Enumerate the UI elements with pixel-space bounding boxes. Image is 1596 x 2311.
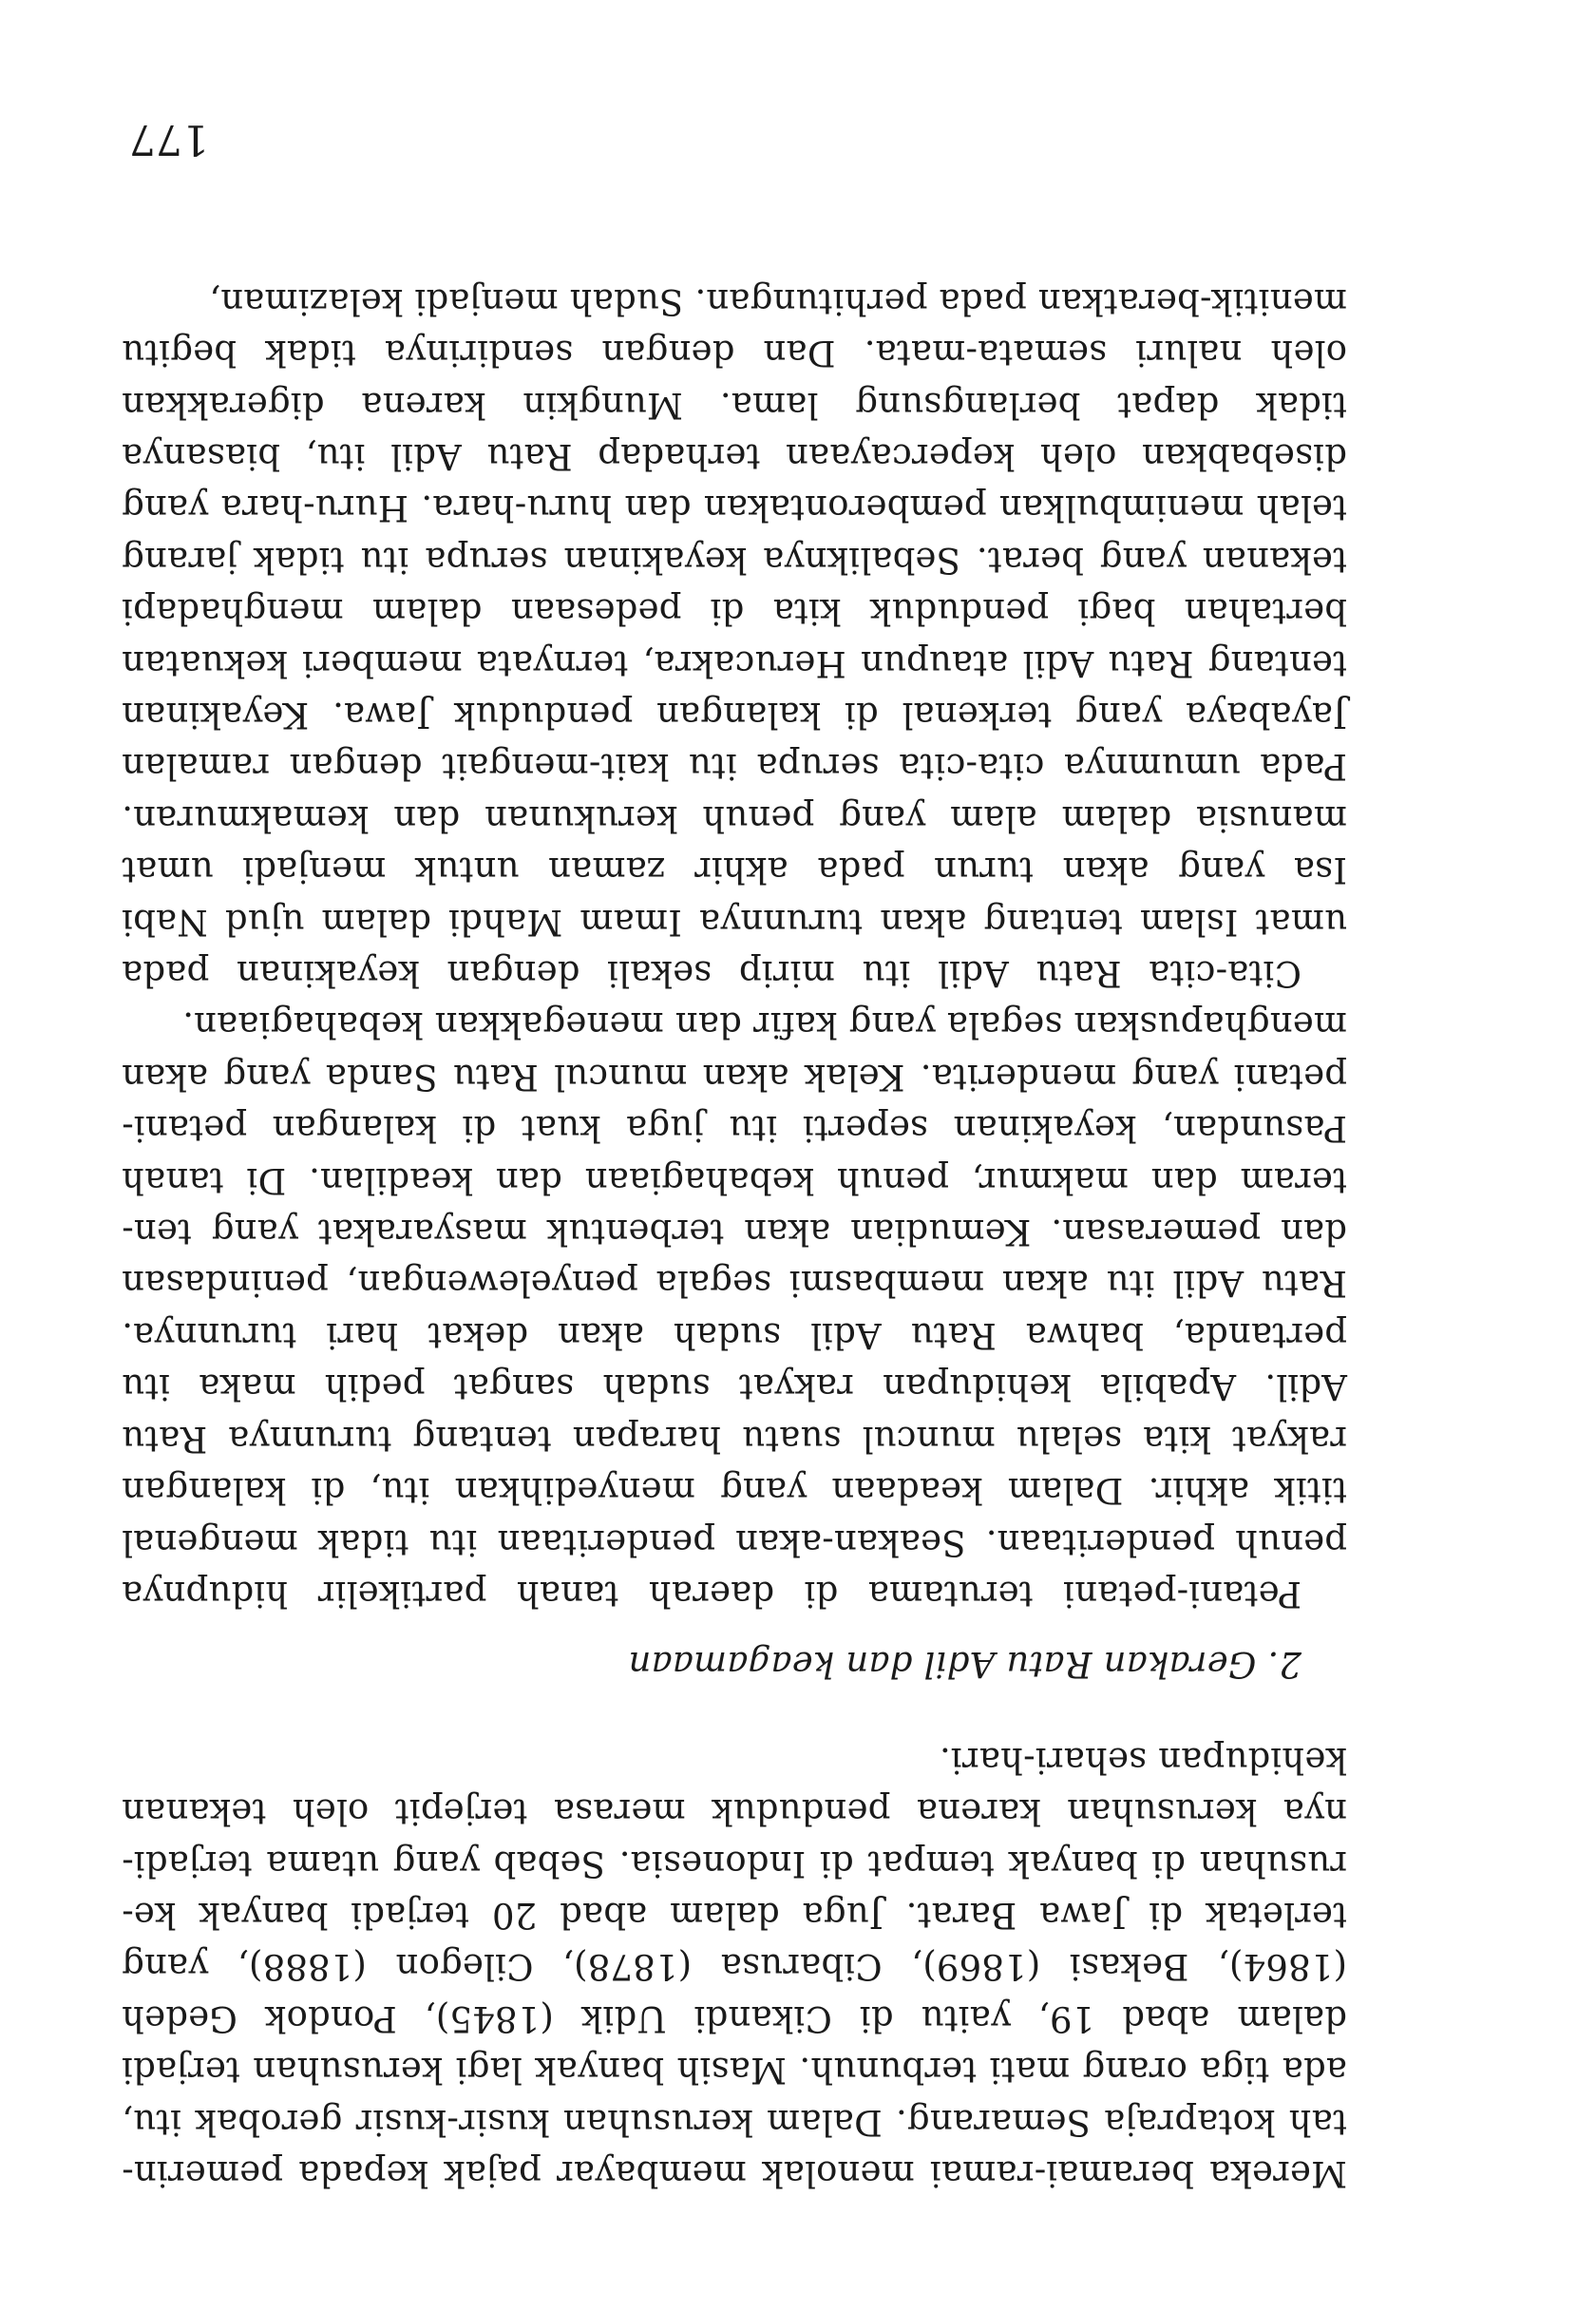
text-line: dan pemerasan. Kemudian akan terbentuk masyarakat yang ten- (122, 1212, 1347, 1253)
text-line: kehidupan sehari-hari. (939, 1739, 1347, 1781)
text-line: disebabkan oleh kepercayaan terhadap Ratu Adil itu, biasanya (122, 436, 1347, 477)
text-line: Mereka beramai-ramai menolak membayar pajak kepada pemerin- (122, 2153, 1347, 2194)
text-line: pertanda, bahwa Ratu Adil sudah akan dekat hari turunnya. (122, 1314, 1347, 1356)
text-line: tentang Ratu Adil ataupun Herucakra, ternyata memberi kekuatan (122, 642, 1347, 684)
paragraph-2 (122, 999, 1347, 1619)
text-line: petani yang menderita. Kelak akan muncul Ratu Sanda yang akan (122, 1056, 1347, 1098)
page-number: 177 (129, 115, 209, 163)
text-line: menghapuskan segala yang kafir dan menegakkan kebahagiaan. (182, 1004, 1347, 1046)
text-line: ada tiga orang mati terbunuh. Masih banyak lagi kerusuhan terjadi (122, 2050, 1347, 2091)
text-line: Adil. Apabila kehidupan rakyat sudah sangat pedih maka itu (122, 1366, 1347, 1408)
section-heading: 2. Gerakan Ratu Adil dan keagamaan (628, 1644, 1302, 1686)
text-line: teram dan makmur, penuh kebahagiaan dan keadilan. Di tanah (122, 1159, 1347, 1201)
text-line: Cita-cita Ratu Adil itu mirip sekali dengan keyakinan pada (122, 953, 1302, 995)
text-line: menitik-beratkan pada perhitungan. Sudah menjadi kelaziman, (209, 280, 1347, 322)
text-line: Pada umumnya cita-cita serupa itu kait-mengait dengan ramalan (122, 746, 1347, 788)
paragraph-1 (122, 1733, 1347, 2199)
page-body (122, 275, 1347, 2199)
text-line: Isa yang akan turun pada akhir zaman untuk menjadi umat (122, 850, 1347, 891)
text-line: titik akhir. Dalam keadaan yang menyedihkan itu, di kalangan (122, 1470, 1347, 1512)
text-line: Pasundan, keyakinan seperti itu juga kuat di kalangan petani- (122, 1108, 1347, 1150)
text-line: tekanan yang berat. Sebaliknya keyakinan serupa itu tidak jarang (122, 539, 1347, 581)
text-line: (1864), Bekasi (1869), Cibarusa (1878), Cilegon (1888), yang (122, 1946, 1347, 1988)
paragraph-3 (122, 275, 1347, 999)
text-line: rusuhan di banyak tempat di Indonesia. Sebab yang utama terjadi- (122, 1843, 1347, 1884)
text-line: manusia dalam alam yang penuh kerukunan dan kemakmuran. (122, 797, 1347, 839)
text-line: nya kerusuhan karena penduduk merasa terjepit oleh tekanan (122, 1791, 1347, 1833)
text-line: Ratu Adil itu akan membasmi segala penyelewengan, penindasan (122, 1263, 1347, 1305)
text-line: umat Islam tentang akan turunnya Imam Mahdi dalam ujud Nabi (122, 901, 1347, 943)
text-line: penuh penderitaan. Seakan-akan penderitaan itu tidak mengenal (122, 1521, 1347, 1563)
text-line: oleh naluri semata-mata. Dan dengan sendirinya tidak begitu (122, 333, 1347, 374)
text-line: Jayabaya yang terkenal di kalangan penduduk Jawa. Keyakinan (122, 695, 1347, 736)
text-line: rakyat kita selalu muncul suatu harapan tentang turunnya Ratu (122, 1418, 1347, 1460)
text-line: tah kotapraja Semarang. Dalam kerusuhan kusir-kusir gerobak itu, (122, 2101, 1347, 2143)
text-line: dalam abad 19, yaitu di Cikandi Udik (1845), Pondok Gedeh (122, 1997, 1347, 2039)
text-line: telah menimbulkan pemberontakan dan huru-hara. Huru-hara yang (122, 487, 1347, 529)
text-line: tidak dapat berlangsung lama. Mungkin karena digerakkan (122, 384, 1347, 426)
text-line: Petani-petani terutama di daerah tanah partikelir hidupnya (122, 1573, 1302, 1614)
text-line: terletak di Jawa Barat. Juga dalam abad 20 terjadi banyak ke- (122, 1894, 1347, 1936)
text-line: bertahan bagi penduduk kita di pedesaan dalam menghadapi (122, 591, 1347, 633)
